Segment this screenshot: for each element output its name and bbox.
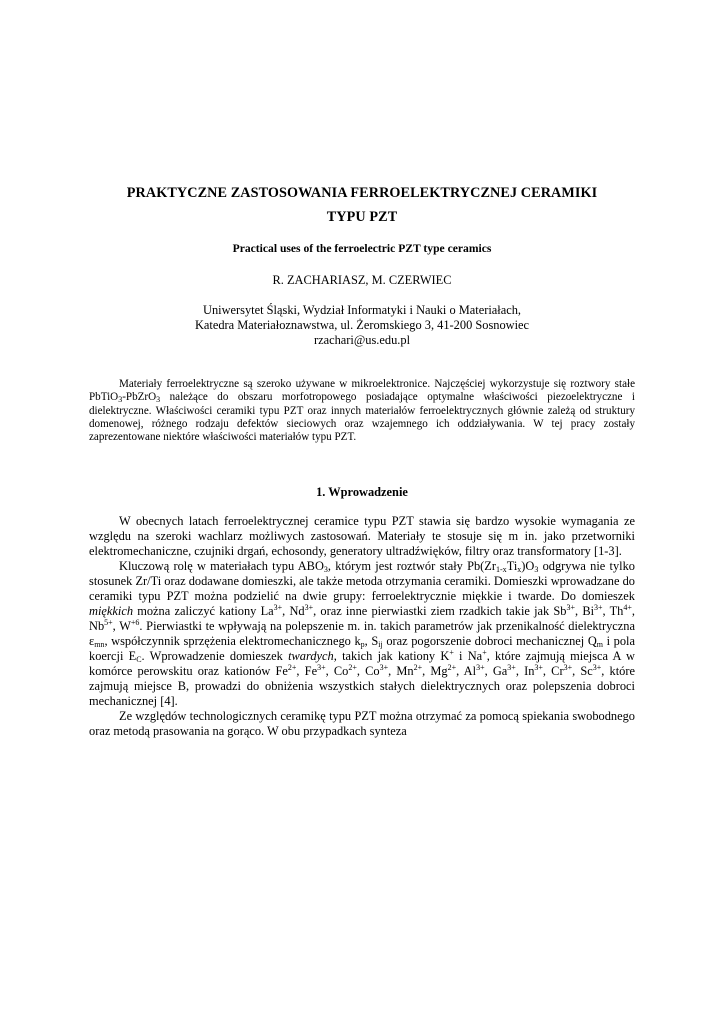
body-text [89,514,635,739]
affiliation-line1: Uniwersytet Śląski, Wydział Informatyki i Nauki o Materiałach, [203,303,521,317]
author-email: rzachari@us.edu.pl [313,333,411,347]
paragraph-1: W obecnych latach ferroelektrycznej ceramice typu PZT stawia się bardzo wysokie wymagania ze względu na szeroki wachlarz możliwych zastosowań. Materiały te stosuje się m in. jako przetworniki elektromechaniczne, czujniki drgań, echosondy, generatory ultradźwięków, filtry oraz transformatory [1-3]. [89,514,635,558]
abstract: Materiały ferroelektryczne są szeroko używane w mikroelektronice. Najczęściej wykorzystuje się roztwory stałe PbTiO$_3$-PbZrO$_3$ należące do obszaru morfotropowego posiadające optymalne właściwości piezoelektryczne i dielektryczne. Właściwości ceramiki typu PZT oraz innych materiałów ferroelektrycznych głównie zależą od struktury domenowej, różnego rodzaju defektów sieciowych oraz wzajemnego ich oddziaływania. W tej pracy zostały zaprezentowane niektóre właściwości materiałów typu PZT. [89,378,635,444]
paper-title-line2: TYPU PZT [326,209,398,225]
paragraph-2: Kluczową rolę w materiałach typu $ABO_3$, którym jest roztwór stały $Pb(Zr_{1-x}Ti_x)O_3$ odgrywa nie tylko stosunek Zr/Ti oraz dodawane domieszki, ale także metoda otrzymania ceramiki. Domieszki wprowadzane do ceramiki typu PZT można podzielić na dwie grupy: ferroelektrycznie miękkie i twarde. Do domieszek miękkich można zaliczyć kationy $La^{3+}$, $Nd^{3+}$, oraz inne pierwiastki ziem rzadkich takie jak $Sb^{3+}$, $Bi^{3+}$, $Th^{4+}$, $Nb^{5+}$, $W^{+6}$. Pierwiastki te wpływają na polepszenie m. in. takich parametrów jak przenikalność dielektryczna $\varepsilon_{mn}$, współczynnik sprzężenia elektromechanicznego $k_p$, $S_{ij}$ oraz pogorszenie dobroci mechanicznej $Q_m$ i pola koercji $E_C$. Wprowadzenie domieszek twardych, takich jak kationy K+ i Na+, które zajmują miejsca A w komórce perowskitu oraz kationów $Fe^{2+}$, $Fe^{3+}$, $Co^{2+}$, $Co^{3+}$, $Mn^{2+}$, $Mg^{2+}$, $Al^{3+}$, $Ga^{3+}$, $In^{3+}$, $Cr^{3+}$, $Sc^{3+}$, które zajmują miejsce B, prowadzi do obniżenia wszystkich stałych dielektrycznych oraz polepszenia dobroci mechanicznej [4]. [89,559,636,708]
authors: R. ZACHARIASZ, M. CZERWIEC [272,273,452,287]
section-heading: 1. Wprowadzenie [316,485,408,499]
paper-subtitle: Practical uses of the ferroelectric PZT type ceramics [232,242,492,255]
paper-title-line1: PRAKTYCZNE ZASTOSOWANIA FERROELEKTRYCZNEJ CERAMIKI [126,185,598,201]
paragraph-3: Ze względów technologicznych ceramikę typu PZT można otrzymać za pomocą spiekania swobodnego oraz metodą prasowania na gorąco. W obu przypadkach synteza [89,709,635,738]
affiliation-line2: Katedra Materiałoznawstwa, ul. Żeromskiego 3, 41-200 Sosnowiec [194,318,530,332]
